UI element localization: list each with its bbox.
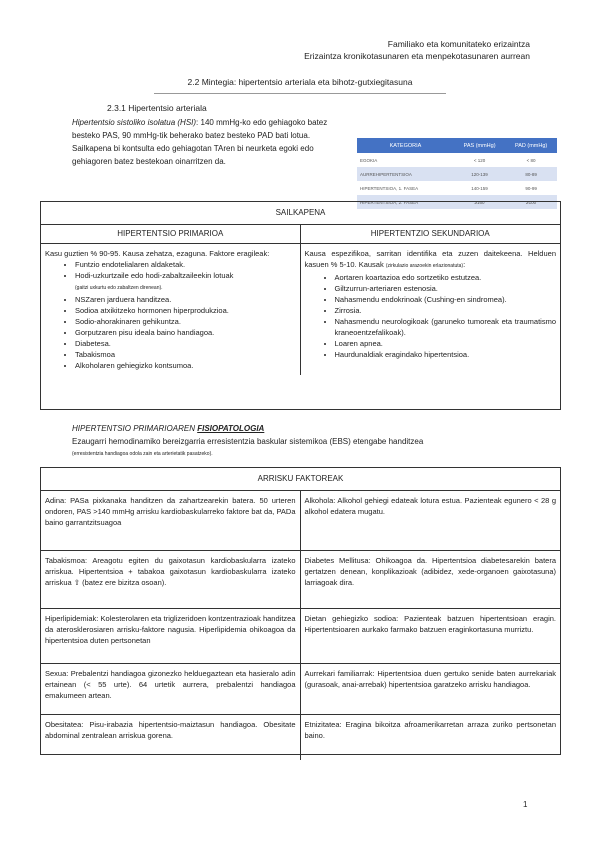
table-cell: 140-159 [454,181,505,195]
table-cell: 120-139 [454,167,505,181]
secondary-cause-list [305,272,557,360]
document-header [304,38,530,62]
list-item: • Gorputzaren pisu ideala baino handiagoa. [75,327,296,338]
table-header: PAD (mmHg) [505,138,557,153]
bp-category-table [357,138,557,209]
fisio-note: (erresistentzia handiagoa odola zain eta arterietatik pasatzeko). [72,451,213,457]
hsi-text: : 140 mmHg-ko edo gehiagoko batez besteko PAS, 90 mmHg-tik beherako batez besteko PAD bati lotua. [72,118,328,140]
secondary-intro-end: : [463,260,466,269]
list-item: • Haurdunaldiak eragindako hipertentsioa. [335,349,557,360]
intro-text [72,116,354,168]
header-line-2: Erizaintza kronikotasunaren eta menpekotasunaren aurrean [304,51,530,61]
list-item: • Nahasmendu endokrinoak (Cushing-en sindromea). [335,294,557,305]
list-item: • Diabetesa. [75,338,296,349]
secondary-heading: HIPERTENTZIO SEKUNDARIOA [301,225,561,244]
table-cell: ≥160 [454,195,505,209]
hsi-paragraph [72,116,354,142]
table-row [41,490,560,550]
list-item: • Sodio-ahorakinaren gehikuntza. [75,316,296,327]
table-cell: < 120 [454,153,505,167]
secondary-intro: Kausa espezifikoa, sarritan identifika eta zuzen daitekeena. Helduen kasuen % 5-10. Kausak [304,249,556,269]
table-row [41,663,560,714]
table-cell: HIPERTENTSIOA, 2. FASEA [357,195,454,209]
table-cell: Sexua: Prebalentzi handiagoa gizonezko helduegaztean eta hasieralo adin ertainean (< 55 urte). 64 urtetik aurrera, prebalentzi handiagoa emakumeen artean. [41,664,301,714]
list-item: • Funtzio endotelialaren aldaketak. [75,259,296,270]
table-cell: Etnizitatea: Eragina bikoitza afroamerikarretan arraza zuriko pertsonetan baino. [304,720,556,740]
secondary-content [301,244,561,364]
primary-content [41,244,300,375]
primary-column [41,225,301,375]
list-item-text: Hodi-uzkurtzaile edo hodi-zabaltzaileekin lotuak [75,271,234,280]
fisio-text: Ezaugarri hemodinamiko bereizgarria erresistentzia baskular sistemikoa (EBS) etengabe handitzea [72,437,424,446]
primary-heading: HIPERTENTSIO PRIMARIOA [41,225,300,244]
table-header: KATEGORIA [357,138,454,153]
page-title: 2.2 Mintegia: hipertentsio arteriala eta bihotz-gutxiegitasuna [187,77,413,87]
table-row [357,181,557,195]
table-cell: Aurrekari familiarrak: Hipertentsioa duen gertuko senide baten aurrekariak (gurasoak, anai-arrebak) hipertentsioa garatzeko arrisku handiagoa. [304,669,556,689]
list-item: • Aortaren koartazioa edo sortzetiko estutzea. [335,272,557,283]
secondary-intro-block [305,248,557,272]
table-cell: ≥100 [505,195,557,209]
table-cell: Tabakismoa: Areagotu egiten du gaixotasun kardiobaskularra izateko arriskua. Hipertentsioa + tabakoa gaixotasun kardiobaskularra izateko arriskua ⇧ (batez ere bizitza osoan). [41,551,301,608]
table-cell: EGOKIA [357,153,454,167]
sailkapena-columns [41,225,560,375]
table-cell: Alkohola: Alkohol gehiegi edateak lotura estua. Pazienteak egunero < 28 g alkohol edatera mugatu. [304,496,556,516]
table-cell: 90-99 [505,181,557,195]
table-cell: 80-89 [505,167,557,181]
list-item: • Loaren apnea. [335,338,557,349]
fisio-label-prefix: HIPERTENTSIO PRIMARIOAREN [72,424,198,433]
list-item: • Giltzurrun-arteriaren estenosia. [335,283,557,294]
list-item: • Alkoholaren gehiegizko kontsumoa. [75,360,296,371]
page-number: 1 [523,800,528,809]
hsi-term: Hipertentsio sistoliko isolatua (HSI) [72,118,197,127]
list-item: • Zirrosia. [335,305,557,316]
list-item: • Sodioa atxikitzeko hormonen hiperprodukzioa. [75,305,296,316]
table-row [41,550,560,608]
header-line-1: Familiako eta komunitateko erizaintza [387,39,530,49]
table-cell: HIPERTENTSIOA, 1. FASEA [357,181,454,195]
sailkapena-table [40,201,561,410]
table-row [357,167,557,181]
table-cell: Obesitatea: Pisu-irabazia hipertentsio-maiztasun handiagoa. Obesitate abdominal zentralean arriskua gorena. [41,715,301,760]
table-cell: AURREHIPERTENTSIOA [357,167,454,181]
table-cell: Dietan gehiegizko sodioa: Pazienteak batzuen hipertentsioan eragin. Hipertentsioaren aurkako farmako batzuen eraginkortasuna murriztu. [304,614,556,634]
sailkapena-title: SAILKAPENA [41,202,560,225]
table-row [357,153,557,167]
table-header: PAS (mmHg) [454,138,505,153]
table-cell: Hiperlipidemiak: Kolesterolaren eta triglizeridoen kontzentrazioak handitzea da aterosklerosiaren arrisku-faktore nagusia. Hiperlipidemia ohikoagoa da hipertentsioa duten pertsonetan [41,609,301,663]
title-divider [154,93,446,94]
table-header-row [357,138,557,153]
list-item [75,270,296,294]
risk-factors-title: ARRISKU FAKTOREAK [257,474,344,483]
table-cell: < 80 [505,153,557,167]
section-title: 2.3.1 Hipertentsio arteriala [107,103,207,113]
table-row [41,608,560,663]
secondary-column [301,225,561,375]
table-row [41,714,560,760]
fisiopatologia-section [72,422,561,461]
table-cell: Diabetes Mellitusa: Ohikoagoa da. Hipertentsioa diabetesarekin batera gertatzen denean, konplikazioak (adibidez, xede-organoen gaixotasuna) larriagoak dira. [304,556,556,587]
fisio-label-link: FISIOPATOLOGIA [197,424,265,433]
classification-paragraph: Sailkapena bi kontsulta edo gehiagotan TAren bi neurketa egoki edo gehiagoren batez bestekoan oinarritzen da. [72,144,314,166]
list-item: • Nahasmendu neurologikoak (garuneko tumoreak eta traumatismo kraneoentzefalikoak). [335,316,557,338]
table-cell: Adina: PASa pixkanaka handitzen da zahartzearekin batera. 50 urteren ondoren, PAS >140 mmHg arrisku kardiobaskularreko faktore bat da, PADa baino garrantzitsuagoa [41,491,301,550]
primary-factor-list [45,259,296,371]
secondary-intro-note: (zirkulazio arazoekin erlazionatuta) [385,263,464,269]
list-item-note: (gaitzi uxkurtu edo zabaltzen direnean). [75,285,163,291]
fisiopatologia-heading [72,422,561,435]
primary-intro: Kasu guztien % 90-95. Kausa zehatza, ezaguna. Faktore eragileak: [45,249,270,258]
risk-factors-table [40,467,561,755]
list-item: • NSZaren jarduera handitzea. [75,294,296,305]
list-item: • Tabakismoa [75,349,296,360]
